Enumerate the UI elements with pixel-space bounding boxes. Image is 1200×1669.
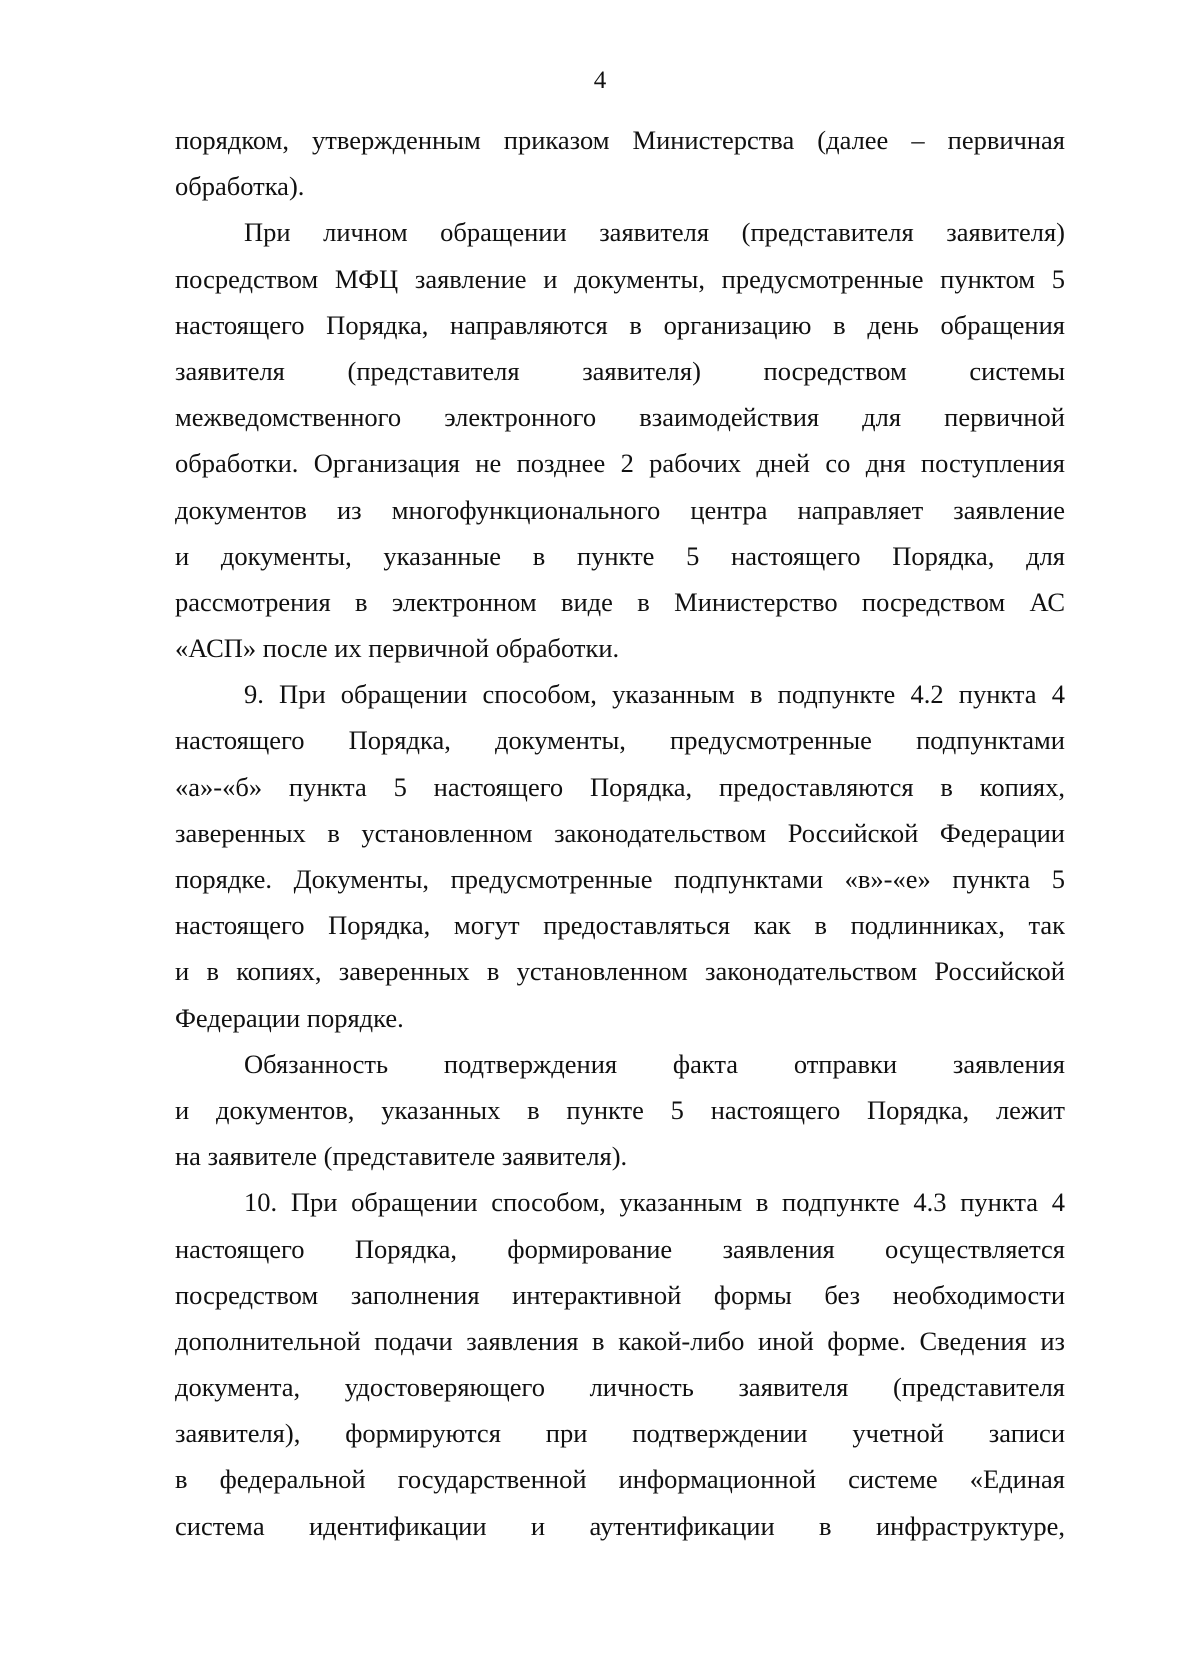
text-line: документа, удостоверяющего личность заявителя (представителя — [175, 1372, 1065, 1403]
text-line: в федеральной государственной информационной системе «Единая — [175, 1464, 1065, 1495]
text-line: рассмотрения в электронном виде в Министерство посредством АС — [175, 586, 1065, 617]
text-line: и документов, указанных в пункте 5 настоящего Порядка, лежит — [175, 1094, 1065, 1125]
text-line: заявителя (представителя заявителя) посредством системы — [175, 355, 1065, 386]
text-line: обработка). — [175, 171, 305, 202]
text-line: и в копиях, заверенных в установленном законодательством Российской — [175, 956, 1065, 987]
text-line: межведомственного электронного взаимодействия для первичной — [175, 402, 1065, 433]
text-line: системa идентификации и аутентификации в инфраструктуре, — [175, 1510, 1065, 1541]
text-line: и документы, указанные в пункте 5 настоящего Порядка, для — [175, 540, 1065, 571]
text-line: заявителя), формируются при подтверждении учетной записи — [175, 1418, 1065, 1449]
text-line: настоящего Порядка, формирование заявления осуществляется — [175, 1233, 1065, 1264]
paragraph — [175, 117, 1065, 209]
text-line: посредством МФЦ заявление и документы, предусмотренные пунктом 5 — [175, 263, 1065, 294]
document-body — [175, 117, 1065, 1549]
text-line: порядком, утвержденным приказом Министерства (далее – первичная — [175, 125, 1065, 155]
text-line: Федерации порядке. — [175, 1002, 404, 1033]
paragraph — [175, 1179, 1065, 1549]
text-line: настоящего Порядка, могут предоставляться как в подлинниках, так — [175, 910, 1065, 941]
text-line: дополнительной подачи заявления в какой-либо иной форме. Сведения из — [175, 1325, 1065, 1356]
paragraph — [175, 209, 1065, 671]
paragraph — [175, 671, 1065, 1041]
paragraph — [175, 1041, 1065, 1180]
text-line: заверенных в установленном законодательством Российской Федерации — [175, 817, 1065, 848]
text-line: обработки. Организация не позднее 2 рабочих дней со дня поступления — [175, 448, 1065, 479]
page-number: 4 — [593, 67, 607, 94]
text-line: порядке. Документы, предусмотренные подпунктами «в»-«е» пункта 5 — [175, 864, 1065, 894]
text-line: «а»-«б» пункта 5 настоящего Порядка, предоставляются в копиях, — [175, 771, 1065, 802]
text-line: настоящего Порядка, направляются в организацию в день обращения — [175, 309, 1065, 340]
text-line: «АСП» после их первичной обработки. — [175, 633, 620, 664]
text-line: 10. При обращении способом, указанным в подпункте 4.3 пункта 4 — [244, 1187, 1065, 1218]
text-line: настоящего Порядка, документы, предусмотренные подпунктами — [175, 725, 1065, 756]
text-line: 9. При обращении способом, указанным в подпункте 4.2 пункта 4 — [244, 679, 1065, 710]
text-line: документов из многофункционального центра направляет заявление — [175, 494, 1065, 525]
text-line: на заявителе (представителе заявителя). — [175, 1141, 628, 1172]
text-line: Обязанность подтверждения факта отправки заявления — [244, 1048, 1065, 1079]
text-line: При личном обращении заявителя (представителя заявителя) — [244, 217, 1065, 248]
text-line: посредством заполнения интерактивной формы без необходимости — [175, 1279, 1065, 1310]
